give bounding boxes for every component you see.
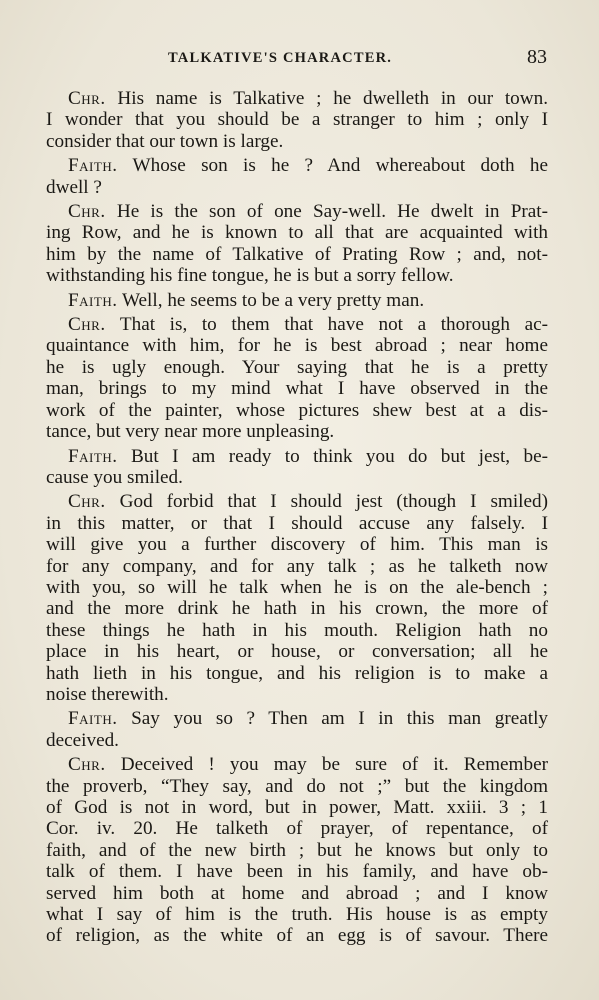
line-text: served him both at home and abroad ; and I know	[46, 882, 548, 904]
text-line	[46, 201, 548, 222]
text-line	[46, 598, 548, 619]
text-line	[46, 840, 548, 861]
line-text: tance, but very near more unpleasing.	[46, 421, 335, 443]
line-text: cause you smiled.	[46, 466, 183, 488]
line-text: faith, and of the new birth ; but he knows but only to	[46, 839, 548, 861]
text-line	[46, 155, 548, 176]
line-text: the proverb, “They say, and do not ;” but the kingdom	[46, 775, 548, 797]
line-text: He is the son of one Say-well. He dwelt in Prat-	[116, 201, 548, 223]
line-text: dwell ?	[46, 176, 102, 198]
line-text: he is ugly enough. Your saying that he is a pretty	[46, 356, 548, 378]
dialogue-paragraph	[46, 708, 548, 751]
text-line	[46, 421, 548, 442]
dialogue-paragraph	[46, 290, 548, 311]
text-line	[46, 513, 548, 534]
line-text: Whose son is he ? And whereabout doth he	[132, 155, 548, 177]
text-line	[46, 730, 548, 751]
speaker-name: Chr.	[68, 88, 106, 109]
line-text: in this matter, or that I should accuse any falsely. I	[46, 512, 548, 534]
speaker-name: Faith.	[68, 155, 118, 177]
dialogue-paragraph	[46, 314, 548, 442]
text-line	[46, 467, 548, 488]
text-line	[46, 109, 548, 130]
line-text: of religion, as the white of an egg is of savour. There	[46, 925, 548, 947]
text-line	[46, 641, 548, 662]
line-text: His name is Talkative ; he dwelleth in our town.	[117, 88, 549, 109]
text-line	[46, 663, 548, 684]
line-text: Deceived ! you may be sure of it. Remember	[120, 754, 548, 776]
speaker-name: Chr.	[68, 201, 106, 223]
line-text: noise therewith.	[46, 683, 169, 705]
running-head: TALKATIVE'S CHARACTER.	[168, 50, 393, 66]
dialogue-paragraph	[46, 446, 548, 489]
line-text: consider that our town is large.	[46, 130, 284, 152]
line-text: But I am ready to think you do but jest, be-	[130, 445, 549, 467]
line-text: Well, he seems to be a very pretty man.	[121, 289, 425, 311]
line-text: man, brings to my mind what I have observed in the	[46, 378, 548, 400]
text-line	[46, 797, 548, 818]
line-text: quaintance with him, for he is best abroad ; near home	[46, 335, 548, 357]
line-text: of God is not in word, but in power, Matt. xxiii. 3 ; 1	[46, 797, 548, 818]
dialogue-paragraph	[46, 201, 548, 287]
text-line	[46, 244, 548, 265]
text-line	[46, 177, 548, 198]
text-line	[46, 708, 548, 729]
line-text: That is, to them that have not a thorough ac-	[119, 314, 549, 336]
text-line	[46, 491, 548, 512]
text-line	[46, 776, 548, 797]
line-text: ing Row, and he is known to all that are acquainted with	[46, 222, 548, 244]
dialogue-paragraph	[46, 754, 548, 947]
speaker-name: Faith.	[68, 708, 118, 730]
dialogue-paragraph	[46, 155, 548, 198]
text-line	[46, 861, 548, 882]
text-line	[46, 400, 548, 421]
text-line	[46, 684, 548, 705]
speaker-name: Chr.	[68, 314, 106, 336]
text-line	[46, 265, 548, 286]
text-line	[46, 883, 548, 904]
line-text: withstanding his fine tongue, he is but a sorry fellow.	[46, 265, 454, 287]
text-line	[46, 754, 548, 775]
text-line	[46, 222, 548, 243]
line-text: hath lieth in his tongue, and his religion is to make a	[46, 662, 548, 684]
line-text: deceived.	[46, 729, 119, 751]
line-text: with you, so will he talk when he is on the ale-bench ;	[46, 576, 548, 598]
line-text: him by the name of Talkative of Prating Row ; and, not-	[46, 243, 548, 265]
text-line	[46, 577, 548, 598]
line-text: Cor. iv. 20. He talketh of prayer, of repentance, of	[46, 818, 548, 840]
dialogue-paragraph	[46, 491, 548, 705]
speaker-name: Faith.	[68, 445, 118, 467]
text-line	[46, 818, 548, 839]
text-line	[46, 131, 548, 152]
line-text: place in his heart, or house, or conversation; all he	[46, 641, 548, 663]
text-line	[46, 314, 548, 335]
page-number: 83	[527, 46, 547, 68]
page-header	[0, 42, 599, 76]
line-text: God forbid that I should jest (though I smiled)	[119, 491, 548, 513]
text-line	[46, 335, 548, 356]
line-text: what I say of him is the truth. His house is as empty	[46, 904, 548, 926]
line-text: I wonder that you should be a stranger to him ; only I	[46, 109, 548, 131]
text-line	[46, 290, 548, 311]
text-line	[46, 904, 548, 925]
text-line	[46, 446, 548, 467]
speaker-name: Faith.	[68, 289, 118, 311]
speaker-name: Chr.	[68, 754, 106, 776]
line-text: these things he hath in his mouth. Religion hath no	[46, 619, 548, 641]
text-line	[46, 378, 548, 399]
speaker-name: Chr.	[68, 491, 106, 513]
line-text: Say you so ? Then am I in this man greatly	[131, 708, 548, 730]
line-text: talk of them. I have been in his family, and have ob-	[46, 861, 548, 883]
dialogue-paragraph	[46, 88, 548, 152]
text-line	[46, 620, 548, 641]
text-line	[46, 534, 548, 555]
text-line	[46, 357, 548, 378]
text-line	[46, 556, 548, 577]
line-text: work of the painter, whose pictures shew best at a dis-	[46, 399, 548, 421]
text-line	[46, 88, 548, 109]
text-line	[46, 925, 548, 946]
line-text: and the more drink he hath in his crown, the more of	[46, 598, 548, 620]
body-text	[46, 88, 548, 950]
line-text: will give you a further discovery of him. This man is	[46, 534, 548, 556]
line-text: for any company, and for any talk ; as he talketh now	[46, 555, 548, 577]
